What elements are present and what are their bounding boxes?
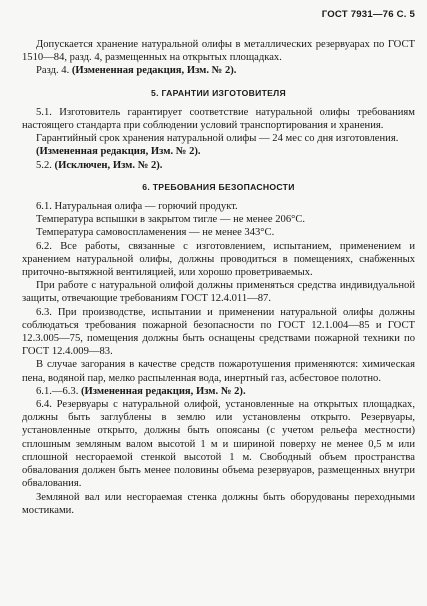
paragraph-6-2: 6.2. Все работы, связанные с изготовлением, испытанием, применением и хранением натуральной олифы, должны проводиться в помещениях, снабженных приточно-вытяжной вентиляцией, или хорошо проветриваемых.: [22, 240, 415, 279]
amendment-note: (Измененная редакция, Изм. № 2).: [71, 65, 237, 77]
section-title-safety: 6. ТРЕБОВАНИЯ БЕЗОПАСНОСТИ: [142, 181, 295, 192]
paragraph-5-2: [22, 159, 415, 172]
clause-number: 5.2.: [36, 159, 52, 171]
paragraph-6-4: 6.4. Резервуары с натуральной олифой, установленные на открытых площадках, должны быть заглублены в землю или установлены открыто. Резервуары, установленные открыто, должны быть опоясаны (с учетом рельефа местности) сплошным земляным валом высотой 1 м и шириной поверху не менее 0,5 м или сплошной несгораемой стенкой высотой 1 м. Свободный объем пространства обвалования должен быть менее половины объема резервуаров, размещенных внутри обвалования.: [22, 399, 415, 490]
amendment-note: (Измененная редакция, Изм. № 2).: [36, 146, 201, 158]
paragraph-6-1-6-3-amendment: [22, 385, 415, 398]
document-body: [22, 38, 415, 517]
paragraph-6-1: 6.1. Натуральная олифа — горючий продукт.: [36, 201, 238, 213]
paragraph-6-3: 6.3. При производстве, испытании и применении натуральной олифы должны соблюдаться требования пожарной безопасности по ГОСТ 12.1.004—85 и ГОСТ 12.3.005—75, помещения должны быть оснащены средствами пожарной техники по ГОСТ 12.4.009—83.: [22, 306, 415, 358]
page-header: ГОСТ 7931—76 С. 5: [321, 9, 415, 20]
paragraph-section4-amendment: [22, 64, 415, 77]
paragraph-warranty-period: Гарантийный срок хранения натуральной олифы — 24 мес со дня изготовления.: [36, 133, 399, 145]
paragraph-bridges: Земляной вал или несгораемая стенка должны быть оборудованы переходными мостиками.: [22, 491, 415, 516]
paragraph-flash-point: Температура вспышки в закрытом тигле — не менее 206°С.: [36, 214, 306, 226]
paragraph-fire-extinguishing: В случае загорания в качестве средств пожаротушения применяются: химическая пена, водяной пар, мелко распыленная вода, инертный газ, асбестовое полотно.: [22, 359, 415, 384]
paragraph-protection: При работе с натуральной олифой должны применяться средства индивидуальной защиты, отвечающие требованиям ГОСТ 12.4.011—87.: [22, 280, 415, 305]
paragraph-5-1: 5.1. Изготовитель гарантирует соответствие натуральной олифы требованиям настоящего стандарта при соблюдении условий транспортирования и хранения.: [22, 106, 415, 132]
section-ref: Разд. 4.: [36, 65, 70, 77]
clause-range: 6.1.—6.3.: [36, 385, 79, 397]
amendment-note: (Измененная редакция, Изм. № 2).: [81, 385, 246, 397]
section-title-warranty: 5. ГАРАНТИИ ИЗГОТОВИТЕЛЯ: [151, 87, 286, 98]
paragraph-storage-tanks: Допускается хранение натуральной олифы в металлических резервуарах по ГОСТ 1510—84, разд. 4, размещенных на открытых площадках.: [22, 39, 415, 64]
excluded-note: (Исключен, Изм. № 2).: [54, 159, 163, 171]
paragraph-autoignition: Температура самовоспламенения — не менее 343°С.: [36, 227, 275, 239]
